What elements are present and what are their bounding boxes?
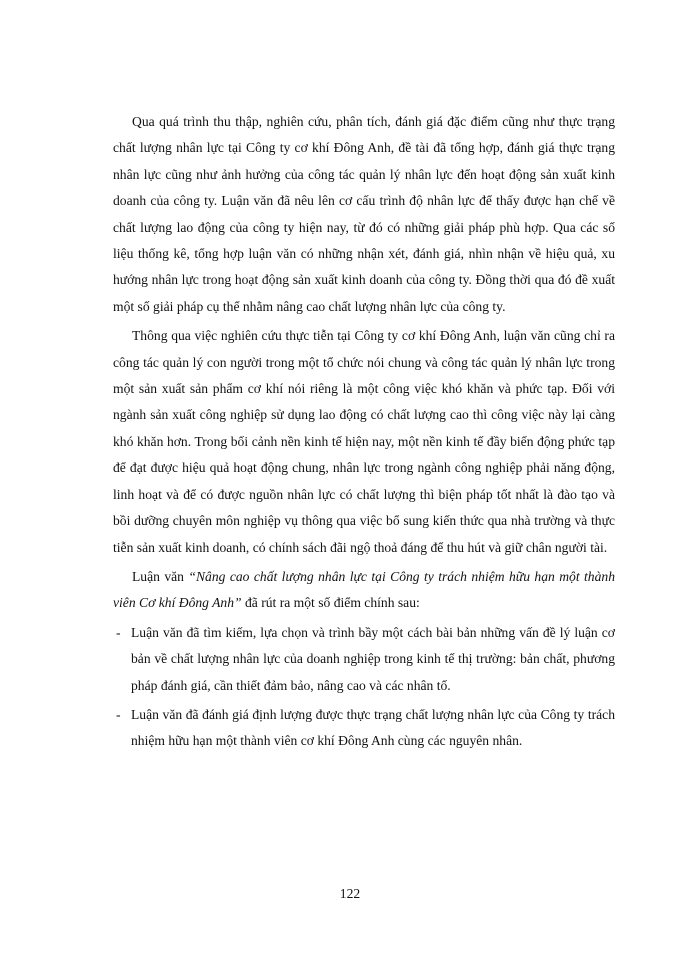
page-number: 122 [339,886,361,901]
paragraph-summary: Qua quá trình thu thập, nghiên cứu, phân tích, đánh giá đặc điểm cũng như thực trạng chất lượng nhân lực tại Công ty cơ khí Đông Anh, đề tài đã tổng hợp, đánh giá thực trạng nhân lực cũng như ảnh hưởng của công tác quản lý nhân lực đến hoạt động sản xuất kinh doanh của công ty. Luận văn đã nêu lên cơ cấu trình độ nhân lực để thấy được hạn chế về chất lượng lao động của công ty hiện nay, từ đó có những giải pháp phù hợp. Qua các số liệu thống kê, tổng hợp luận văn có những nhận xét, đánh giá, nhìn nhận về hiệu quả, xu hướng nhân lực trong hoạt động sản xuất kinh doanh của công ty. Đồng thời qua đó đề xuất một số giải pháp cụ thể nhằm nâng cao chất lượng nhân lực của công ty. [113,114,615,314]
bullet-dash: - [116,706,121,722]
thesis-title-quote: “Nâng cao chất lượng nhân lực tại Công ty trách nhiệm hữu hạn một thành viên Cơ khí Đông Anh” [113,568,615,611]
conclusion-list [113,620,615,755]
conclusions-intro [113,564,615,617]
list-item-text: Luận văn đã tìm kiếm, lựa chọn và trình bầy một cách bài bản những vấn đề lý luận cơ bản về chất lượng nhân lực của doanh nghiệp trong kinh tế thị trường: bản chất, phương pháp đánh giá, cần thiết đảm bảo, nâng cao và các nhân tố. [131,624,615,693]
bullet-dash: - [116,624,121,640]
intro-lead: Luận văn [132,568,189,584]
page-body [113,109,615,755]
paragraph-practice: Thông qua việc nghiên cứu thực tiễn tại Công ty cơ khí Đông Anh, luận văn cũng chỉ ra công tác quản lý con người trong một tổ chức nói chung và công tác quản lý nhân lực trong một sản xuất sản phẩm cơ khí nói riêng là một công việc khó khăn và phức tạp. Đối với ngành sản xuất công nghiệp sử dụng lao động có chất lượng cao thì công việc này lại càng khó khăn hơn. Trong bối cảnh nền kinh tế hiện nay, một nền kinh tế đầy biến động phức tạp để đạt được hiệu quả hoạt động chung, nhân lực trong ngành công nghiệp phải năng động, linh hoạt và để có được nguồn nhân lực có chất lượng thì biện pháp tốt nhất là đào tạo và bồi dưỡng chuyên môn nghiệp vụ thông qua việc bổ sung kiến thức qua nhà trường và thực tiễn sản xuất kinh doanh, có chính sách đãi ngộ thoả đáng để thu hút và giữ chân người tài. [113,328,615,555]
intro-tail: đã rút ra một số điểm chính sau: [241,595,420,611]
list-item [113,702,615,755]
list-item [113,620,615,699]
list-item-text: Luận văn đã đánh giá định lượng được thực trạng chất lượng nhân lực của Công ty trách nhiệm hữu hạn một thành viên cơ khí Đông Anh cùng các nguyên nhân. [131,706,615,749]
